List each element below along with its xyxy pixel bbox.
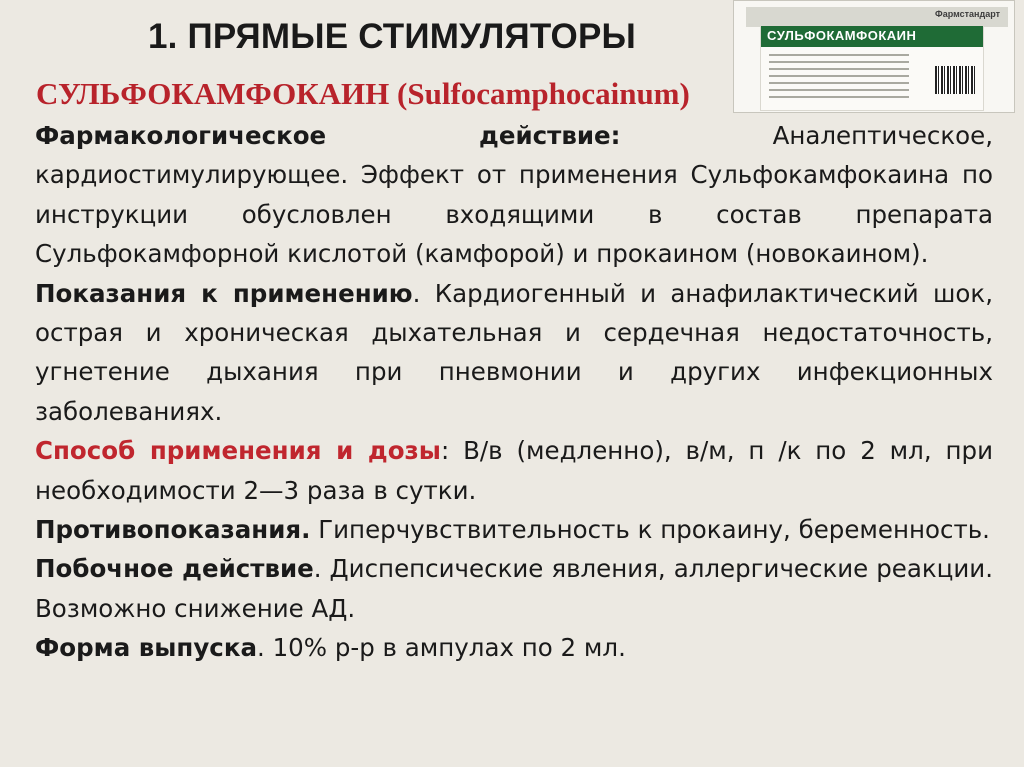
section-release-form	[35, 628, 993, 667]
section-label: Показания к применению	[35, 278, 413, 308]
barcode-icon	[935, 66, 975, 94]
section-indications	[35, 274, 993, 432]
drug-name-heading: СУЛЬФОКАМФОКАИН (Sulfocamphocainum)	[36, 76, 690, 111]
box-title: СУЛЬФОКАМФОКАИН	[767, 28, 917, 43]
product-box-image	[733, 0, 1015, 113]
section-text: : В/в (медленно), в/м, п /к по 2 мл, при необходимости 2—3 раза в сутки.	[35, 436, 993, 505]
section-text: . Диспепсические явления, аллергические реакции. Возможно снижение АД.	[35, 554, 993, 623]
section-label: Способ применения и дозы	[35, 436, 441, 466]
section-side-effects	[35, 549, 993, 628]
section-text: . 10% р-р в ампулах по 2 мл.	[257, 633, 626, 663]
section-dosage	[35, 431, 993, 510]
drug-description	[35, 116, 993, 668]
section-label: Фармакологическое действие:	[35, 121, 621, 150]
brand-logo: Фармстандарт	[935, 9, 1000, 19]
section-label: Форма выпуска	[35, 633, 257, 663]
box-face	[760, 25, 984, 111]
section-text: . Кардиогенный и анафилактический шок, острая и хроническая дыхательная и сердечная недостаточность, угнетение дыхания при пневмонии и других инфекционных заболеваниях.	[35, 278, 993, 426]
section-text: Аналептическое, кардиостимулирующее. Эффект от применения Сульфокамфокаина по инструкции обусловлен входящими в состав препарата Сульфокамфорной кислотой (камфорой) и прокаином (новокаином).	[35, 121, 993, 269]
section-contraindications	[35, 510, 993, 549]
box-stripe	[761, 26, 983, 47]
section-label: Побочное действие	[35, 554, 314, 584]
section-pharmacological-action	[35, 116, 993, 274]
section-label: Противопоказания.	[35, 515, 311, 545]
slide-title: 1. ПРЯМЫЕ СТИМУЛЯТОРЫ	[148, 17, 636, 56]
section-text: Гиперчувствительность к прокаину, беременность.	[310, 515, 990, 545]
box-small-print	[769, 54, 909, 103]
